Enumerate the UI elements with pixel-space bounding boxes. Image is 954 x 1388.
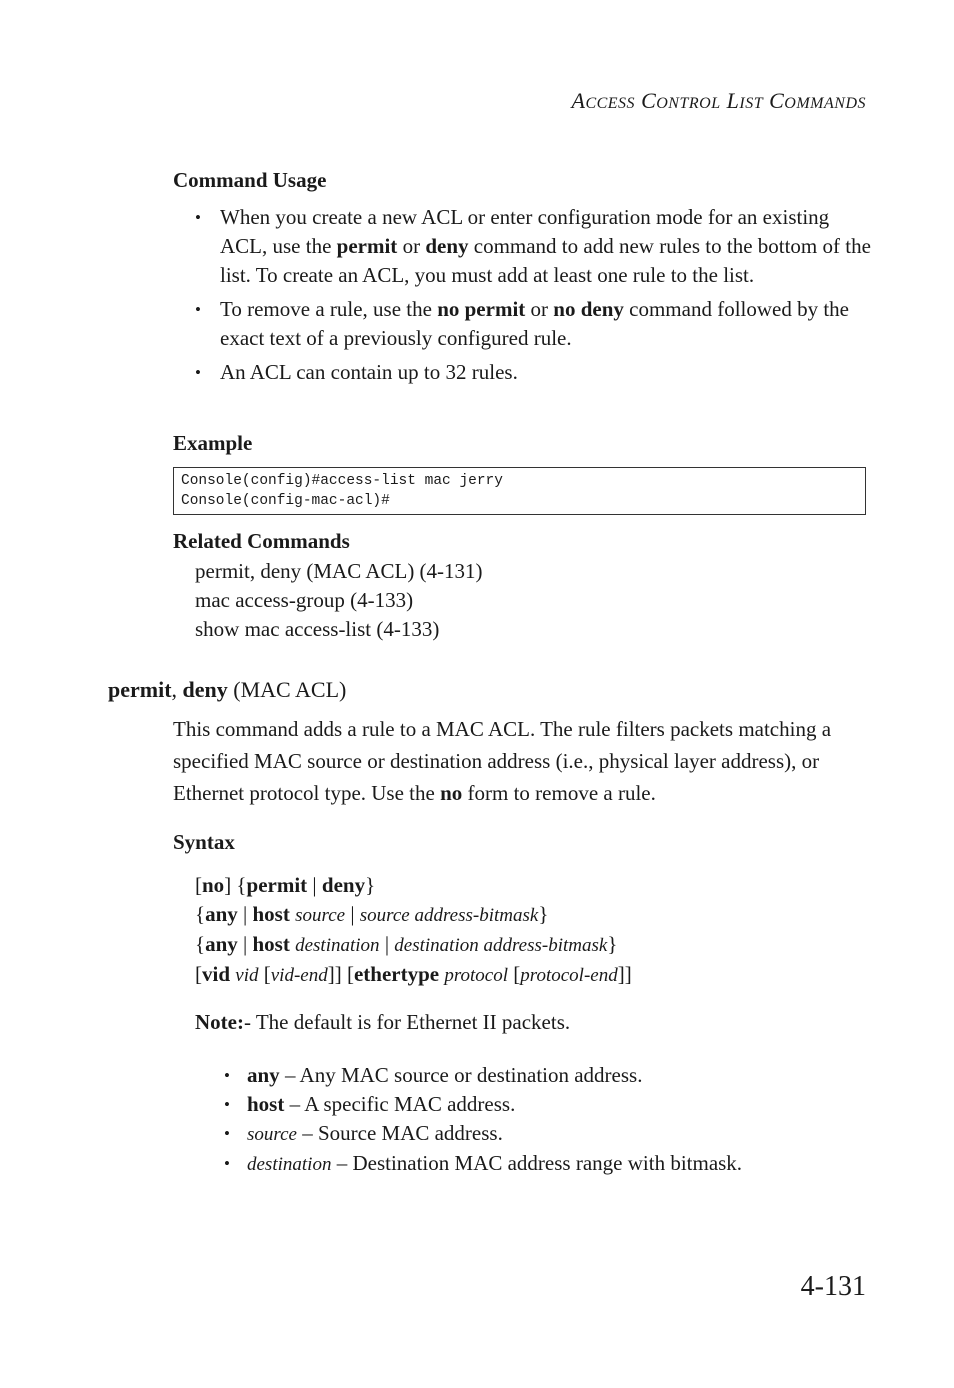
syntax-line: [vid vid [vid-end]] [ethertype protocol [protocol-end]]: [195, 962, 632, 986]
syntax-line: {any | host source | source address-bitmask}: [195, 902, 549, 926]
command-usage-list: [173, 203, 873, 392]
related-commands-list: [195, 557, 483, 644]
list-item: • To remove a rule, use the no permit or no deny command followed by the exact text of a previously configured rule.: [173, 295, 873, 353]
section-description: This command adds a rule to a MAC ACL. The rule filters packets matching a specified MAC source or destination address (i.e., physical layer address), or Ethernet protocol type. Use the no form to remove a rule.: [173, 717, 832, 805]
list-item: • host – A specific MAC address.: [221, 1090, 871, 1119]
header-word: ACCESS: [571, 88, 636, 113]
header-word: LIST: [726, 88, 764, 113]
parameter-list: [221, 1061, 871, 1179]
code-example-box: [173, 467, 866, 515]
syntax-line: [no] {permit | deny}: [195, 873, 376, 897]
code-line: Console(config-mac-acl)#: [181, 493, 390, 509]
running-header: [571, 88, 866, 114]
header-word: CONTROL: [641, 88, 721, 113]
syntax-block: [195, 871, 875, 990]
related-command-link[interactable]: mac access-group (4-133): [195, 588, 414, 612]
related-command-link[interactable]: show mac access-list (4-133): [195, 617, 440, 641]
syntax-line: {any | host destination | destination address-bitmask}: [195, 932, 618, 956]
command-usage-heading: Command Usage: [173, 168, 327, 192]
list-item: • When you create a new ACL or enter configuration mode for an existing ACL, use the permit or deny command to add new rules to the bottom of the list. To create an ACL, you must add at least one rule to the list.: [173, 203, 873, 290]
section-title: permit, deny (MAC ACL): [108, 677, 347, 702]
example-heading: Example: [173, 431, 253, 455]
related-command-link[interactable]: permit, deny (MAC ACL) (4-131): [195, 559, 483, 583]
code-line: Console(config)#access-list mac jerry: [181, 473, 503, 489]
page-number: 4-131: [800, 1271, 866, 1302]
header-word: COMMANDS: [769, 88, 866, 113]
list-item: • destination – Destination MAC address range with bitmask.: [221, 1149, 871, 1179]
list-item: • source – Source MAC address.: [221, 1119, 871, 1149]
note: Note:- The default is for Ethernet II packets.: [195, 1010, 571, 1034]
list-item: • any – Any MAC source or destination address.: [221, 1061, 871, 1090]
list-item: • An ACL can contain up to 32 rules.: [173, 358, 873, 387]
related-commands-heading: Related Commands: [173, 529, 350, 553]
syntax-heading: Syntax: [173, 830, 235, 854]
